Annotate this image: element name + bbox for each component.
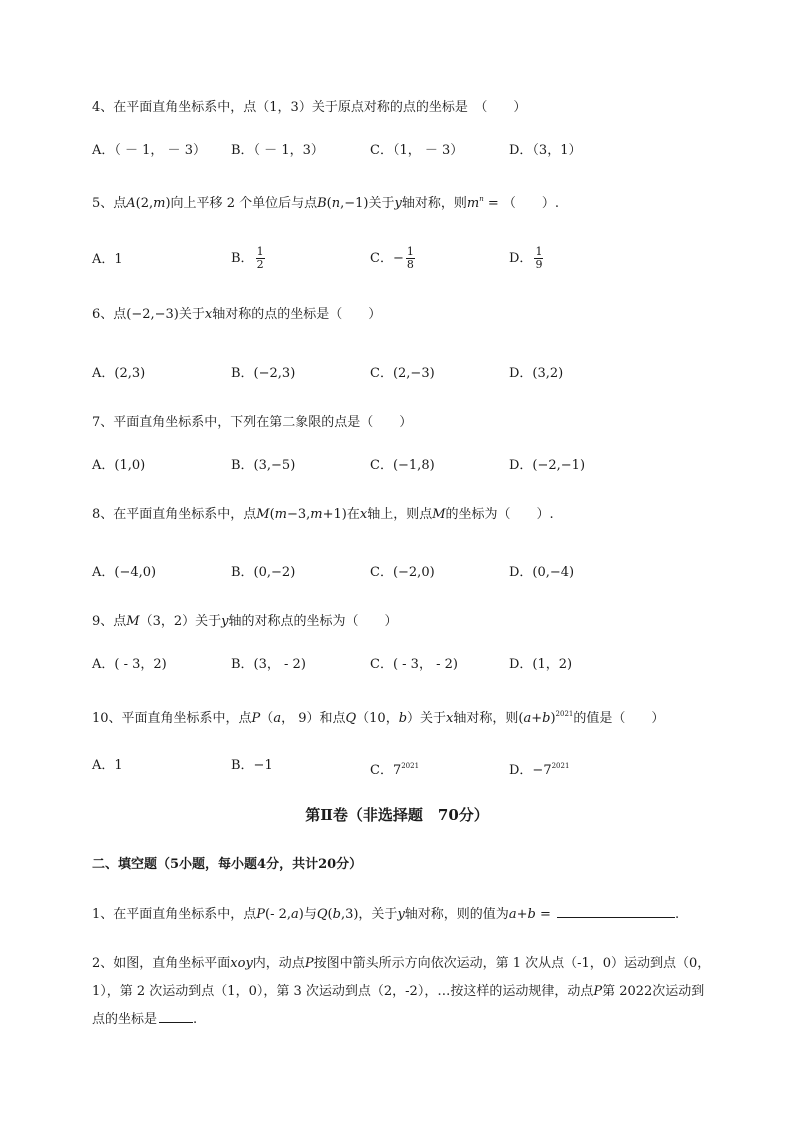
q7-option-c[interactable]: C．(−1,8): [370, 458, 435, 473]
q4-option-d[interactable]: D．（3，1）: [509, 143, 582, 158]
f1-text: 1、在平面直角坐标系中，点: [92, 907, 257, 922]
f1-text: 轴对称，则的值为: [404, 907, 509, 922]
question-6-stem: [92, 305, 732, 325]
q10-option-c-base: C．7: [370, 763, 402, 778]
f2-text: 内，动点: [252, 956, 305, 971]
q5-fraction-b: [256, 246, 265, 271]
question-7-stem: 7、平面直角坐标系中，下列在第二象限的点是（ ）: [92, 415, 413, 430]
q6-option-d[interactable]: D．(3,2): [509, 366, 564, 381]
q6-option-b[interactable]: B．(−2,3): [231, 366, 296, 381]
q5-exponent-n: n: [479, 195, 484, 203]
q5-fraction-d: [534, 246, 543, 271]
q10-option-d-base: D．−7: [509, 763, 552, 778]
f1-text: (: [327, 907, 333, 922]
q8-text: +1)在: [322, 507, 360, 522]
q9-option-d[interactable]: D．(1，2): [509, 657, 573, 672]
q7-option-b[interactable]: B．(3,−5): [231, 458, 296, 473]
q8-text: −3,: [287, 507, 311, 522]
f1-text: +: [516, 907, 528, 922]
q9-text: （3，2）关于: [139, 614, 222, 629]
q8-point-m: M: [432, 507, 446, 522]
f1-text: .: [674, 907, 680, 922]
q10-point-q: Q: [345, 711, 357, 726]
q7-option-a[interactable]: A．(1,0): [92, 458, 146, 473]
q9-option-c[interactable]: C．( - 3， - 2): [370, 657, 458, 672]
q10-option-b[interactable]: B．−1: [231, 758, 273, 773]
q5-text: 轴对称，则: [401, 196, 467, 211]
q5-point-a: A: [126, 196, 136, 211]
q8-var-m: m: [274, 507, 287, 522]
q5-text: = （ ）.: [483, 196, 559, 211]
f1-var-a: a: [508, 907, 517, 922]
q8-text: 8、在平面直角坐标系中，点: [92, 507, 257, 522]
f1-point-p: P: [256, 907, 266, 922]
q5-fraction-c: [406, 246, 415, 271]
q5-text: 5、点: [92, 196, 127, 211]
q4-option-a[interactable]: A．（ － 1， － 3）: [92, 143, 206, 158]
q10-option-d-exponent: 2021: [551, 762, 570, 770]
part-two-title: 第Ⅱ卷（非选择题 70分）: [305, 806, 489, 824]
q5-var-m-power: m: [466, 196, 480, 211]
q8-option-b[interactable]: B．(0,−2): [231, 565, 296, 580]
q10-option-d[interactable]: [509, 756, 569, 781]
q9-point-m: M: [126, 614, 140, 629]
question-10-options: [92, 756, 732, 780]
q4-option-c[interactable]: C．（1， － 3）: [370, 143, 464, 158]
q10-text: 的值是（ ）: [573, 711, 665, 726]
q5-option-c-label: C．−: [370, 251, 404, 266]
answer-blank[interactable]: [557, 903, 675, 918]
f1-text: )与: [298, 907, 317, 922]
q5-var-m: m: [153, 196, 166, 211]
q5-text: )向上平移 2 个单位后与点: [165, 196, 318, 211]
q10-exponent: 2021: [555, 710, 574, 718]
q8-var-m: m: [310, 507, 323, 522]
f1-text: ,3)，关于: [340, 907, 398, 922]
q8-option-d[interactable]: D．(0,−4): [509, 565, 575, 580]
q5-option-b-label: B．: [231, 251, 254, 266]
q9-option-b[interactable]: B．(3， - 2): [231, 657, 306, 672]
q10-point-p: P: [251, 711, 261, 726]
numerator: 1: [535, 245, 543, 258]
q5-var-n: n: [331, 196, 341, 211]
fill-in-section-heading: 二、填空题（5小题，每小题4分，共计20分）: [92, 857, 363, 872]
numerator: 1: [256, 245, 264, 258]
question-9-options: [92, 655, 732, 679]
f1-text: (- 2,: [265, 907, 292, 922]
q10-text: 轴对称，则(: [453, 711, 524, 726]
question-8-options: [92, 563, 732, 587]
q6-option-a[interactable]: A．(2,3): [92, 366, 146, 381]
denominator: 9: [535, 258, 543, 271]
q5-text: (2,: [135, 196, 154, 211]
q6-option-c[interactable]: C．(2,−3): [370, 366, 435, 381]
q10-text: ）关于: [407, 711, 447, 726]
q6-var-x: x: [204, 307, 213, 322]
q10-text: ， 9）和点: [281, 711, 346, 726]
q10-option-c-exponent: 2021: [401, 762, 420, 770]
q6-text: 轴对称的点的坐标是（ ）: [212, 307, 382, 322]
q7-option-d[interactable]: D．(−2,−1): [509, 458, 586, 473]
q8-point-m: M: [256, 507, 270, 522]
q9-text: 轴的对称点的坐标为（ ）: [228, 614, 398, 629]
q10-text: （: [260, 711, 274, 726]
question-8-stem: [92, 505, 732, 525]
q5-option-d[interactable]: [509, 246, 543, 271]
q9-var-y: y: [221, 614, 229, 629]
question-7-options: [92, 456, 732, 480]
q9-text: 9、点: [92, 614, 127, 629]
question-4-options: [92, 141, 732, 165]
question-5-stem: [92, 189, 732, 214]
q10-var-x: x: [446, 711, 454, 726]
denominator: 2: [256, 258, 264, 271]
question-4-stem: 4、在平面直角坐标系中，点（1，3）关于原点对称的点的坐标是 （ ）: [92, 100, 527, 115]
f1-text: =: [535, 907, 555, 922]
question-9-stem: [92, 612, 732, 632]
q10-text: +: [531, 711, 543, 726]
f1-var-b: b: [332, 907, 341, 922]
q10-text: ): [550, 711, 556, 726]
f2-point-p: P: [304, 956, 314, 971]
q10-var-b: b: [542, 711, 551, 726]
q8-option-c[interactable]: C．(−2,0): [370, 565, 435, 580]
q10-text: （10，: [356, 711, 399, 726]
f1-var-b: b: [527, 907, 536, 922]
q8-text: 轴上，则点: [367, 507, 433, 522]
question-6-options: [92, 364, 732, 388]
f2-plane-xoy: xoy: [230, 956, 253, 971]
f1-var-a: a: [291, 907, 299, 922]
q5-point-b: B: [317, 196, 327, 211]
f1-point-q: Q: [316, 907, 328, 922]
f2-text: 第 2022次运动到点的坐标是: [92, 984, 705, 1027]
q5-option-b[interactable]: [231, 246, 265, 271]
q5-option-d-label: D．: [509, 251, 533, 266]
q5-text: (: [326, 196, 332, 211]
f2-text: .: [193, 1012, 198, 1027]
numerator: 1: [406, 245, 414, 258]
q10-var-a: a: [273, 711, 282, 726]
f2-text: 按图中箭头所示方向依次运动，第 1 次从点（-1，0）运动到点（0，1），第 2 次运动到点（1，0），第 3 次运动到点（2，-2），…按这样的运动规律，动点: [92, 956, 711, 999]
fill-question-2: [92, 950, 712, 1034]
question-10-stem: [92, 704, 732, 729]
q5-text: ,−1)关于: [340, 196, 395, 211]
q9-option-a[interactable]: A．( - 3，2): [92, 657, 167, 672]
answer-blank[interactable]: [159, 1008, 193, 1023]
q6-text: 6、点(−2,−3)关于: [92, 307, 205, 322]
q8-text: (: [269, 507, 275, 522]
denominator: 8: [406, 258, 414, 271]
f2-text: 2、如图，直角坐标平面: [92, 956, 231, 971]
q5-var-y: y: [394, 196, 402, 211]
question-5-options: [92, 246, 732, 276]
f1-var-y: y: [397, 907, 405, 922]
q8-text: 的坐标为（ ）.: [445, 507, 554, 522]
q10-option-c[interactable]: [370, 756, 419, 781]
q5-option-c[interactable]: [370, 246, 415, 271]
q4-option-b[interactable]: B．（ － 1，3）: [231, 143, 324, 158]
q10-option-a[interactable]: A．1: [92, 758, 123, 773]
q8-var-x: x: [359, 507, 368, 522]
q10-var-b: b: [398, 711, 408, 726]
f2-point-p: P: [593, 984, 603, 999]
fill-question-1: [92, 903, 732, 925]
q5-option-a[interactable]: A．1: [92, 252, 123, 267]
q10-text: 10、平面直角坐标系中，点: [92, 711, 252, 726]
q8-option-a[interactable]: A．(−4,0): [92, 565, 157, 580]
q10-var-a: a: [523, 711, 532, 726]
